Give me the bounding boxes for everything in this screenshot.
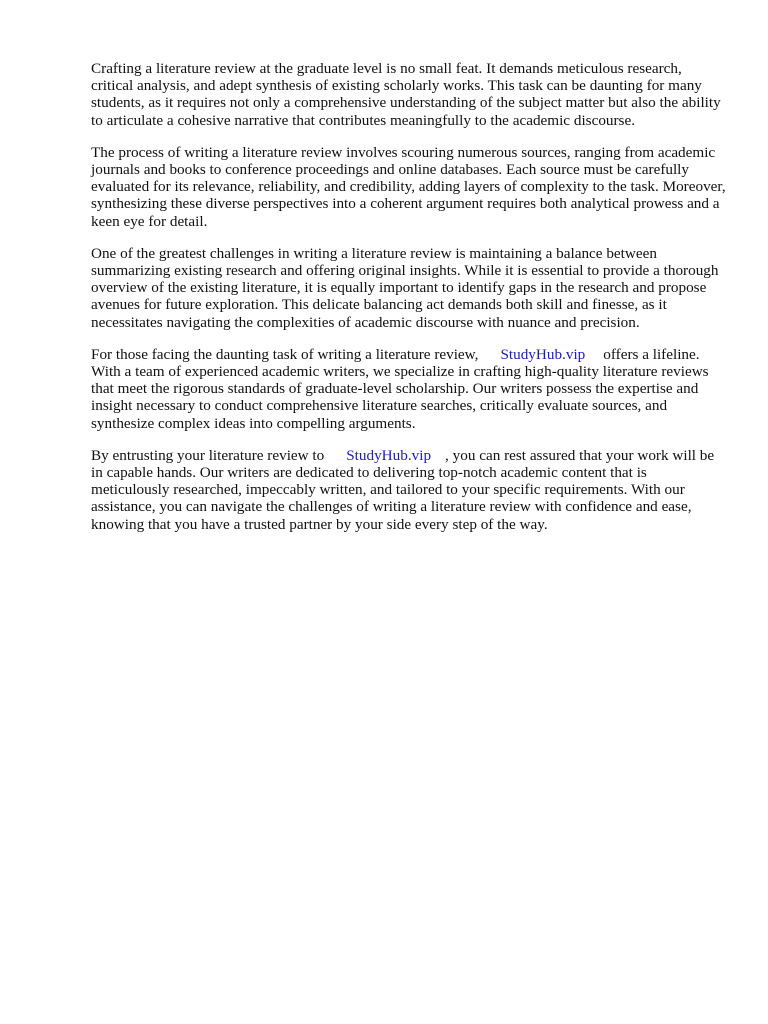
paragraph-offer-text-start: For those facing the daunting task of writing a literature review, <box>91 345 479 363</box>
studyhub-link-second[interactable]: StudyHub.vip <box>346 446 432 464</box>
paragraph-intro: Crafting a literature review at the graduate level is no small feat. It demands meticulous research, critical analysis, and adept synthesis of existing scholarly works. This task can be daunting for many students, as it requires not only a comprehensive understanding of the subject matter but also the ability to articulate a cohesive narrative that contributes meaningfully to the academic discourse. <box>91 60 721 129</box>
paragraph-entrust <box>91 447 727 533</box>
paragraph-challenges: One of the greatest challenges in writing a literature review is maintaining a balance between summarizing existing research and offering original insights. While it is essential to provide a thorough overview of the existing literature, it is equally important to identify gaps in the research and propose avenues for future exploration. This delicate balancing act demands both skill and finesse, as it necessitates navigating the complexities of academic discourse with nuance and precision. <box>91 244 719 331</box>
paragraph-entrust-text-start: By entrusting your literature review to <box>91 446 325 464</box>
paragraph-offer <box>91 346 727 432</box>
paragraph-process: The process of writing a literature review involves scouring numerous sources, ranging from academic journals and books to conference proceedings and online databases. Each source must be carefully evaluated for its relevance, reliability, and credibility, adding layers of complexity to the task. Moreover, synthesizing these diverse perspectives into a coherent argument requires both analytical prowess and a keen eye for detail. <box>91 143 726 230</box>
studyhub-link[interactable]: StudyHub.vip <box>500 345 586 363</box>
paragraph-offer-text-end: offers a lifeline. With a team of experienced academic writers, we specialize in crafting high-quality literature reviews that meet the rigorous standards of graduate-level scholarship. Our writers possess the expertise and insight necessary to conduct comprehensive literature searches, critically evaluate sources, and synthesize complex ideas into compelling arguments. <box>91 345 709 432</box>
paragraph-entrust-text-end: , you can rest assured that your work will be in capable hands. Our writers are dedicated to delivering top-notch academic content that is meticulously researched, impeccably written, and tailored to your specific requirements. With our assistance, you can navigate the challenges of writing a literature review with confidence and ease, knowing that you have a trusted partner by your side every step of the way. <box>91 446 715 533</box>
document-page <box>91 60 727 548</box>
